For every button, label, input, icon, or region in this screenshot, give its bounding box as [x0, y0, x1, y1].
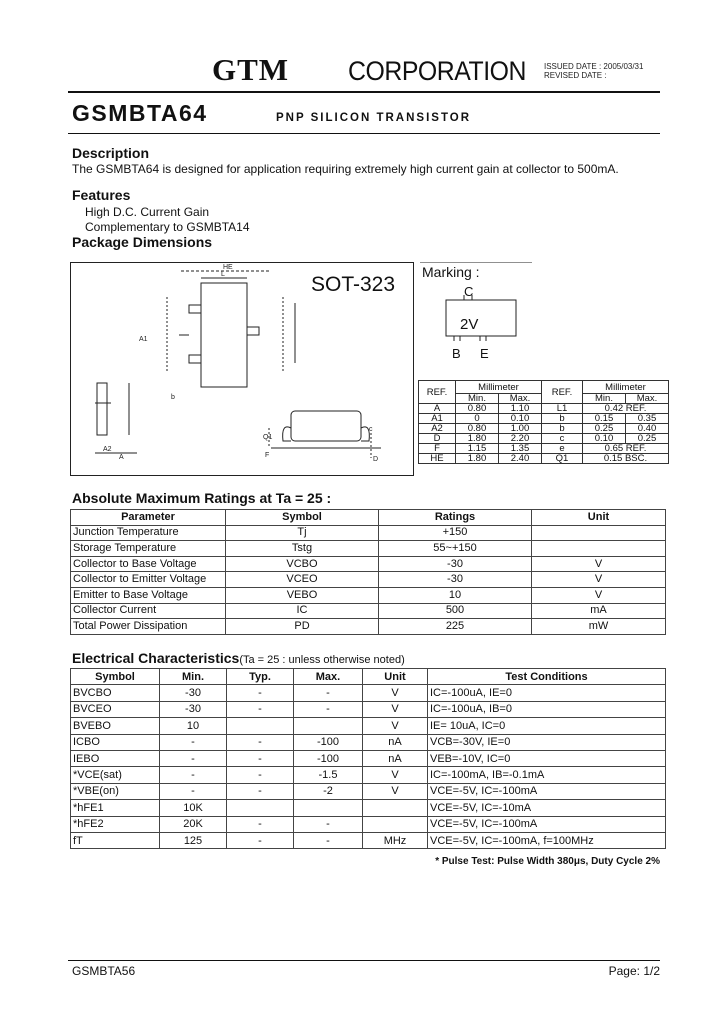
- cell: 55~+150: [379, 541, 532, 557]
- cell: -: [294, 685, 363, 701]
- table-row: [419, 414, 669, 424]
- cell: b: [542, 424, 583, 434]
- cell: A: [419, 404, 456, 414]
- company-logo: GTM: [212, 52, 290, 87]
- cell: 0.40: [626, 424, 669, 434]
- electrical-heading: Electrical Characteristics: [72, 650, 240, 666]
- cell: -: [160, 750, 227, 766]
- cell: A2: [419, 424, 456, 434]
- cell: A1: [419, 414, 456, 424]
- cell: 0.80: [456, 404, 499, 414]
- cell: -: [160, 767, 227, 783]
- description-text: The GSMBTA64 is designed for application requiring extremely high current gain at collector to 500mA.: [72, 162, 619, 176]
- cell: L1: [542, 404, 583, 414]
- cell: -30: [160, 685, 227, 701]
- cell: 0.65 REF.: [583, 444, 669, 454]
- cell: VCE=-5V, IC=-100mA: [428, 816, 666, 832]
- cell: V: [532, 587, 666, 603]
- cell: VEB=-10V, IC=0: [428, 750, 666, 766]
- dimensions-table: [418, 380, 669, 464]
- table-row: [71, 541, 666, 557]
- table-row: [419, 404, 669, 414]
- header-cell: Min.: [160, 669, 227, 685]
- cell: 1.10: [499, 404, 542, 414]
- table-row: [71, 619, 666, 635]
- cell: 10: [160, 718, 227, 734]
- cell: VCBO: [226, 556, 379, 572]
- electrical-heading-line: [72, 650, 405, 668]
- cell: -100: [294, 750, 363, 766]
- marking-pin-c: C: [464, 284, 474, 299]
- pulse-test-note: * Pulse Test: Pulse Width 380μs, Duty Cycle 2%: [435, 856, 660, 867]
- cell: V: [532, 556, 666, 572]
- table-row: [71, 556, 666, 572]
- cell: V: [363, 718, 428, 734]
- cell: -30: [160, 701, 227, 717]
- header-cell: Ratings: [379, 510, 532, 526]
- footer-part: GSMBTA56: [72, 964, 136, 978]
- cell: -: [160, 783, 227, 799]
- label-c: c: [369, 426, 373, 433]
- cell: [294, 718, 363, 734]
- corporation-title: CORPORATION: [348, 56, 527, 86]
- cell: 1.80: [456, 434, 499, 444]
- cell: Q1: [542, 454, 583, 464]
- cell: -: [227, 816, 294, 832]
- table-row: [419, 424, 669, 434]
- cell: MHz: [363, 832, 428, 848]
- table-row: [71, 701, 666, 717]
- date-block: [544, 62, 643, 80]
- cell: IC=-100uA, IE=0: [428, 685, 666, 701]
- cell: V: [363, 701, 428, 717]
- cell: IC: [226, 603, 379, 619]
- cell: nA: [363, 734, 428, 750]
- cell: 2.20: [499, 434, 542, 444]
- revised-date: REVISED DATE :: [544, 71, 607, 80]
- cell: 0.15: [583, 414, 626, 424]
- cell: *VBE(on): [71, 783, 160, 799]
- cell: Tj: [226, 525, 379, 541]
- table-row: [71, 783, 666, 799]
- cell: D: [419, 434, 456, 444]
- cell: IEBO: [71, 750, 160, 766]
- header-cell: REF.: [419, 381, 456, 404]
- header-cell: REF.: [542, 381, 583, 404]
- cell: -: [227, 767, 294, 783]
- cell: mA: [532, 603, 666, 619]
- cell: BVEBO: [71, 718, 160, 734]
- header-cell: Max.: [499, 394, 542, 404]
- cell: Total Power Dissipation: [71, 619, 226, 635]
- cell: -1.5: [294, 767, 363, 783]
- marking-code: 2V: [460, 316, 479, 333]
- header-cell: Millimeter: [583, 381, 669, 394]
- cell: [532, 525, 666, 541]
- features-heading: Features: [72, 187, 131, 203]
- cell: F: [419, 444, 456, 454]
- cell: -2: [294, 783, 363, 799]
- cell: V: [363, 783, 428, 799]
- cell: -: [160, 734, 227, 750]
- table-row: [419, 434, 669, 444]
- cell: -100: [294, 734, 363, 750]
- cell: 0.35: [626, 414, 669, 424]
- cell: 500: [379, 603, 532, 619]
- cell: IE= 10uA, IC=0: [428, 718, 666, 734]
- cell: Emitter to Base Voltage: [71, 587, 226, 603]
- cell: IC=-100mA, IB=-0.1mA: [428, 767, 666, 783]
- cell: 0.80: [456, 424, 499, 434]
- cell: 10: [379, 587, 532, 603]
- header-cell: Typ.: [227, 669, 294, 685]
- cell: -: [227, 832, 294, 848]
- cell: 0.25: [583, 424, 626, 434]
- cell: HE: [419, 454, 456, 464]
- cell: Tstg: [226, 541, 379, 557]
- table-row: [71, 832, 666, 848]
- cell: -: [294, 701, 363, 717]
- label-q1: Q1: [263, 434, 273, 441]
- cell: -: [227, 685, 294, 701]
- label-he: HE: [223, 264, 233, 271]
- footer-rule: [68, 960, 660, 961]
- cell: mW: [532, 619, 666, 635]
- header-cell: Millimeter: [456, 381, 542, 394]
- table-header-row: [419, 381, 669, 394]
- cell: -: [294, 816, 363, 832]
- part-subtitle: PNP SILICON TRANSISTOR: [276, 112, 472, 124]
- table-row: [419, 444, 669, 454]
- label-f: F: [265, 452, 270, 459]
- table-row: [71, 587, 666, 603]
- marking-box: [420, 262, 532, 378]
- label-b: b: [171, 394, 175, 401]
- package-outline-drawing: [71, 263, 413, 475]
- cell: b: [542, 414, 583, 424]
- cell: VCE=-5V, IC=-100mA: [428, 783, 666, 799]
- issued-date: ISSUED DATE : 2005/03/31: [544, 62, 644, 71]
- header-cell: Symbol: [226, 510, 379, 526]
- cell: BVCBO: [71, 685, 160, 701]
- cell: *hFE1: [71, 800, 160, 816]
- cell: Junction Temperature: [71, 525, 226, 541]
- cell: VCE=-5V, IC=-100mA, f=100MHz: [428, 832, 666, 848]
- cell: +150: [379, 525, 532, 541]
- cell: 10K: [160, 800, 227, 816]
- cell: Storage Temperature: [71, 541, 226, 557]
- description-heading: Description: [72, 145, 150, 161]
- cell: 2.40: [499, 454, 542, 464]
- table-row: [71, 572, 666, 588]
- marking-pin-e: E: [480, 346, 489, 361]
- cell: c: [542, 434, 583, 444]
- cell: 125: [160, 832, 227, 848]
- package-heading: Package Dimensions: [72, 234, 213, 250]
- header-cell: Test Conditions: [428, 669, 666, 685]
- table-row: [419, 454, 669, 464]
- cell: -: [227, 734, 294, 750]
- table-row: [71, 718, 666, 734]
- feature-item: Complementary to GSMBTA14: [85, 220, 250, 234]
- footer-page: Page: 1/2: [608, 964, 660, 978]
- cell: 1.35: [499, 444, 542, 454]
- cell: [227, 718, 294, 734]
- cell: 0.10: [499, 414, 542, 424]
- cell: PD: [226, 619, 379, 635]
- abs-max-table: [70, 509, 666, 635]
- cell: V: [363, 767, 428, 783]
- cell: V: [363, 685, 428, 701]
- table-header-row: [71, 669, 666, 685]
- cell: Collector Current: [71, 603, 226, 619]
- package-name: SOT-323: [311, 273, 396, 296]
- cell: [363, 800, 428, 816]
- cell: 0: [456, 414, 499, 424]
- cell: VCB=-30V, IE=0: [428, 734, 666, 750]
- package-diagram: [70, 262, 414, 476]
- cell: 0.42 REF.: [583, 404, 669, 414]
- cell: Collector to Emitter Voltage: [71, 572, 226, 588]
- label-l: L: [221, 271, 225, 278]
- cell: 225: [379, 619, 532, 635]
- cell: [294, 800, 363, 816]
- cell: -: [227, 750, 294, 766]
- label-a: A: [119, 454, 124, 461]
- part-number: GSMBTA64: [72, 100, 208, 126]
- table-row: [71, 800, 666, 816]
- header-cell: Parameter: [71, 510, 226, 526]
- cell: -: [227, 783, 294, 799]
- cell: -: [227, 701, 294, 717]
- cell: VEBO: [226, 587, 379, 603]
- table-header-row: [71, 510, 666, 526]
- table-row: [71, 734, 666, 750]
- cell: 20K: [160, 816, 227, 832]
- cell: *hFE2: [71, 816, 160, 832]
- cell: 1.00: [499, 424, 542, 434]
- cell: -30: [379, 556, 532, 572]
- cell: -: [294, 832, 363, 848]
- cell: [363, 816, 428, 832]
- cell: 1.80: [456, 454, 499, 464]
- cell: [532, 541, 666, 557]
- header-rule: [68, 91, 660, 93]
- label-a2: A2: [103, 446, 112, 453]
- cell: *VCE(sat): [71, 767, 160, 783]
- header-cell: Max.: [294, 669, 363, 685]
- cell: VCE=-5V, IC=-10mA: [428, 800, 666, 816]
- cell: V: [532, 572, 666, 588]
- header-cell: Max.: [626, 394, 669, 404]
- table-row: [71, 750, 666, 766]
- cell: ICBO: [71, 734, 160, 750]
- header-cell: Unit: [363, 669, 428, 685]
- cell: -30: [379, 572, 532, 588]
- cell: IC=-100uA, IB=0: [428, 701, 666, 717]
- label-d: D: [373, 456, 379, 463]
- abs-max-heading: Absolute Maximum Ratings at Ta = 25 :: [72, 490, 332, 506]
- cell: 0.10: [583, 434, 626, 444]
- table-row: [71, 685, 666, 701]
- electrical-heading-note: (Ta = 25 : unless otherwise noted): [239, 654, 405, 666]
- cell: 0.25: [626, 434, 669, 444]
- cell: 1.15: [456, 444, 499, 454]
- cell: e: [542, 444, 583, 454]
- feature-item: High D.C. Current Gain: [85, 205, 210, 219]
- label-a1: A1: [139, 336, 148, 343]
- electrical-table: [70, 668, 666, 849]
- header-cell: Min.: [456, 394, 499, 404]
- cell: 0.15 BSC.: [583, 454, 669, 464]
- cell: BVCEO: [71, 701, 160, 717]
- header-cell: Min.: [583, 394, 626, 404]
- marking-pin-b: B: [452, 346, 461, 361]
- table-row: [71, 767, 666, 783]
- cell: VCEO: [226, 572, 379, 588]
- marking-label: Marking :: [422, 264, 480, 280]
- table-row: [71, 603, 666, 619]
- header-cell: Symbol: [71, 669, 160, 685]
- cell: nA: [363, 750, 428, 766]
- table-row: [71, 525, 666, 541]
- subheader-rule: [68, 133, 660, 134]
- header-cell: Unit: [532, 510, 666, 526]
- table-row: [71, 816, 666, 832]
- cell: [227, 800, 294, 816]
- cell: Collector to Base Voltage: [71, 556, 226, 572]
- cell: fT: [71, 832, 160, 848]
